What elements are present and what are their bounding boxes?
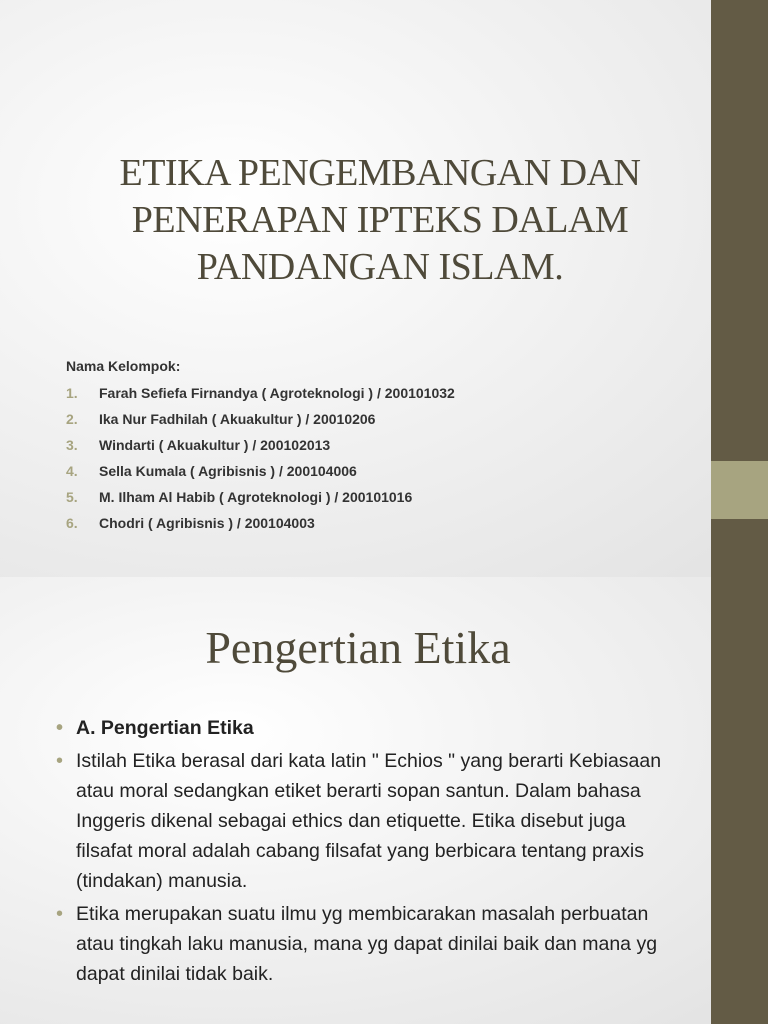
list-item xyxy=(66,432,455,458)
list-item xyxy=(56,899,676,989)
slide-2-sidebar xyxy=(711,577,768,1024)
bullet-icon: • xyxy=(56,717,64,739)
sidebar-accent-band xyxy=(711,461,768,519)
list-number: 1. xyxy=(66,385,78,401)
bullet-text: A. Pengertian Etika xyxy=(76,717,254,739)
bullet-icon: • xyxy=(56,750,64,772)
list-item xyxy=(66,406,455,432)
title-line: PENERAPAN IPTEKS DALAM xyxy=(131,199,629,241)
member-list xyxy=(66,380,455,536)
member-text: Chodri ( Agribisnis ) / 200104003 xyxy=(99,515,315,531)
bullet-icon: • xyxy=(56,903,64,925)
member-text: M. Ilham Al Habib ( Agroteknologi ) / 200101016 xyxy=(99,489,413,505)
member-text: Ika Nur Fadhilah ( Akuakultur ) / 20010206 xyxy=(99,411,376,427)
list-item xyxy=(66,380,455,406)
bullet-text: Istilah Etika berasal dari kata latin " Echios " yang berarti Kebiasaan atau moral sedangkan etiket berarti sopan santun. Dalam bahasa Inggeris dikenal sebagai ethics dan etiquette. Etika disebut juga filsafat moral adalah cabang filsafat yang berbicara tentang praxis (tindakan) manusia. xyxy=(76,750,662,892)
list-number: 4. xyxy=(66,463,78,479)
list-item xyxy=(56,713,676,743)
list-number: 6. xyxy=(66,515,78,531)
bullet-list xyxy=(56,713,676,992)
member-text: Sella Kumala ( Agribisnis ) / 200104006 xyxy=(99,463,357,479)
list-item xyxy=(66,458,455,484)
slide-1-title xyxy=(60,150,700,291)
list-number: 5. xyxy=(66,489,78,505)
group-label: Nama Kelompok: xyxy=(66,358,181,374)
list-item xyxy=(66,484,455,510)
list-number: 3. xyxy=(66,437,78,453)
list-item xyxy=(56,746,676,896)
title-line: PANDANGAN ISLAM. xyxy=(196,246,564,288)
member-text: Farah Sefiefa Firnandya ( Agroteknologi ) / 200101032 xyxy=(99,385,455,401)
member-text: Windarti ( Akuakultur ) / 200102013 xyxy=(99,437,331,453)
title-line: ETIKA PENGEMBANGAN DAN xyxy=(119,152,641,194)
list-number: 2. xyxy=(66,411,78,427)
list-item xyxy=(66,510,455,536)
slide-1-sidebar xyxy=(711,0,768,577)
slide-2-title: Pengertian Etika xyxy=(205,622,511,673)
group-members xyxy=(66,358,455,536)
slide-2 xyxy=(0,577,768,1024)
bullet-text: Etika merupakan suatu ilmu yg membicarakan masalah perbuatan atau tingkah laku manusia, mana yg dapat dinilai baik dan mana yg dapat dinilai tidak baik. xyxy=(76,903,658,985)
